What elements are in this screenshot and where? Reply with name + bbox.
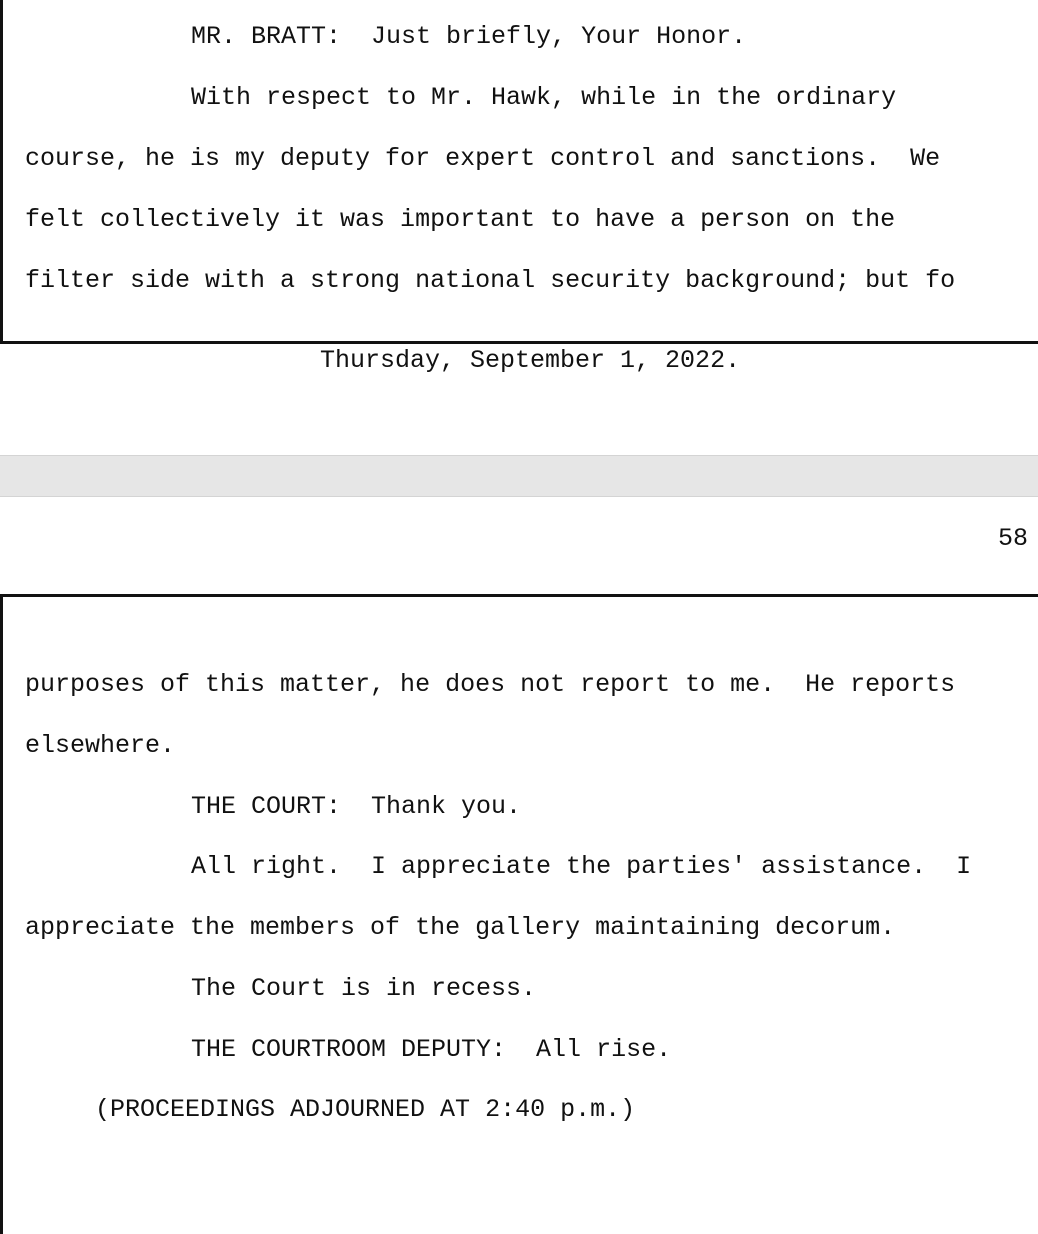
transcript-page-top — [0, 0, 1038, 344]
transcript-line: THE COURTROOM DEPUTY: All rise. — [191, 1035, 672, 1064]
transcript-line: THE COURT: Thank you. — [191, 792, 522, 821]
page-separator — [0, 455, 1038, 497]
transcript-line: course, he is my deputy for expert control and sanctions. We — [25, 144, 941, 173]
transcript-line: elsewhere. — [25, 731, 176, 760]
transcript-line: appreciate the members of the gallery maintaining decorum. — [25, 913, 896, 942]
transcript-line: All right. I appreciate the parties' assistance. I — [191, 852, 972, 881]
transcript-line: (PROCEEDINGS ADJOURNED AT 2:40 p.m.) — [95, 1095, 636, 1124]
transcript-line: MR. BRATT: Just briefly, Your Honor. — [191, 22, 747, 51]
transcript-line: purposes of this matter, he does not report to me. He reports — [25, 670, 956, 699]
transcript-line: felt collectively it was important to have a person on the — [25, 205, 896, 234]
transcript-line: With respect to Mr. Hawk, while in the ordinary — [191, 83, 897, 112]
page-number: 58 — [997, 524, 1028, 553]
transcript-line: filter side with a strong national security background; but fo — [25, 266, 956, 295]
transcript-page-bottom — [0, 594, 1038, 1234]
transcript-line: The Court is in recess. — [191, 974, 537, 1003]
transcript-date-footer: Thursday, September 1, 2022. — [320, 346, 741, 375]
